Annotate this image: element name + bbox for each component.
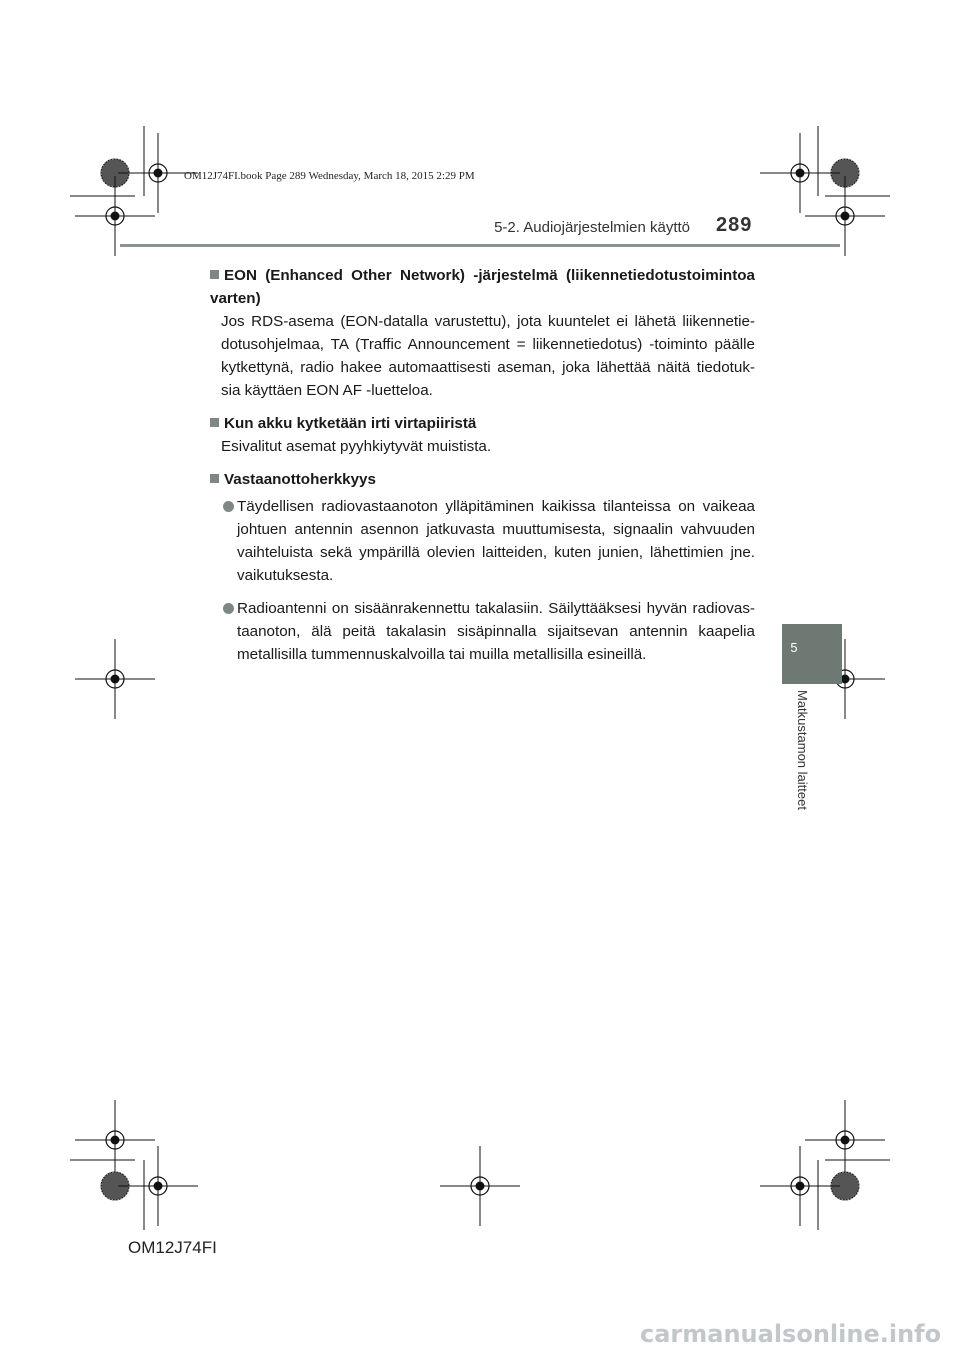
- circle-bullet-icon: [223, 603, 234, 614]
- list-item: [226, 597, 755, 666]
- footer-code: OM12J74FI: [128, 1238, 217, 1257]
- section-body: Esivalitut asemat pyyhkiytyvät muistista.: [221, 438, 492, 455]
- header-section-title: 5-2. Audiojärjestelmien käyttö: [494, 219, 690, 236]
- section-heading: [210, 412, 755, 435]
- list-item-text: Täydellisen radiovastaanoton ylläpitäminen kaikissa tilanteissa on vaikeaa johtuen antennin asennon jatkuvasta muuttumisesta, signaalin vahvuuden vaihteluista sekä ympärillä olevien laitteiden, kuten junien, lähettimien jne. vaikutuksesta.: [237, 498, 755, 584]
- chapter-title: Matkustamon laitteet: [795, 690, 810, 810]
- chapter-number: 5: [790, 640, 798, 655]
- section-reception: [210, 468, 755, 666]
- section-battery: [210, 412, 755, 458]
- header-rule: [120, 244, 840, 247]
- section-heading: [210, 264, 755, 310]
- square-bullet-icon: [210, 270, 219, 279]
- square-bullet-icon: [210, 474, 219, 483]
- list-item: [226, 495, 755, 587]
- section-heading-text: Kun akku kytketään irti virtapiiristä: [224, 415, 477, 432]
- circle-bullet-icon: [223, 501, 234, 512]
- section-heading: [210, 468, 755, 491]
- section-heading-text: EON (Enhanced Other Network) -järjestelmä (liikennetiedotustoimintoa varten): [210, 267, 755, 307]
- watermark: carmanualsonline.info: [640, 1320, 942, 1348]
- list-item-text: Radioantenni on sisäänrakennettu takalasiin. Säilyttääksesi hyvän radiovas-taanoton, älä peitä takalasin sisäpinnalla sijaitsevan antennin kaapelia metallisilla tummennuskalvoilla tai muilla metallisilla esineillä.: [237, 600, 755, 663]
- section-heading-text: Vastaanottoherkkyys: [224, 471, 376, 488]
- section-eon: [210, 264, 755, 402]
- page-content: [210, 264, 755, 676]
- page-number: 289: [716, 214, 753, 236]
- print-info: OM12J74FI.book Page 289 Wednesday, March 18, 2015 2:29 PM: [184, 170, 475, 182]
- section-body: Jos RDS-asema (EON-datalla varustettu), jota kuuntelet ei lähetä liikennetie-dotusohjelmaa, TA (Traffic Announcement = liikennetiedotus) -toiminto päälle kytkettynä, radio hakee automaattisesti aseman, joka lähettää näitä tiedotuk-sia käyttäen EON AF -luetteloa.: [221, 313, 755, 399]
- square-bullet-icon: [210, 418, 219, 427]
